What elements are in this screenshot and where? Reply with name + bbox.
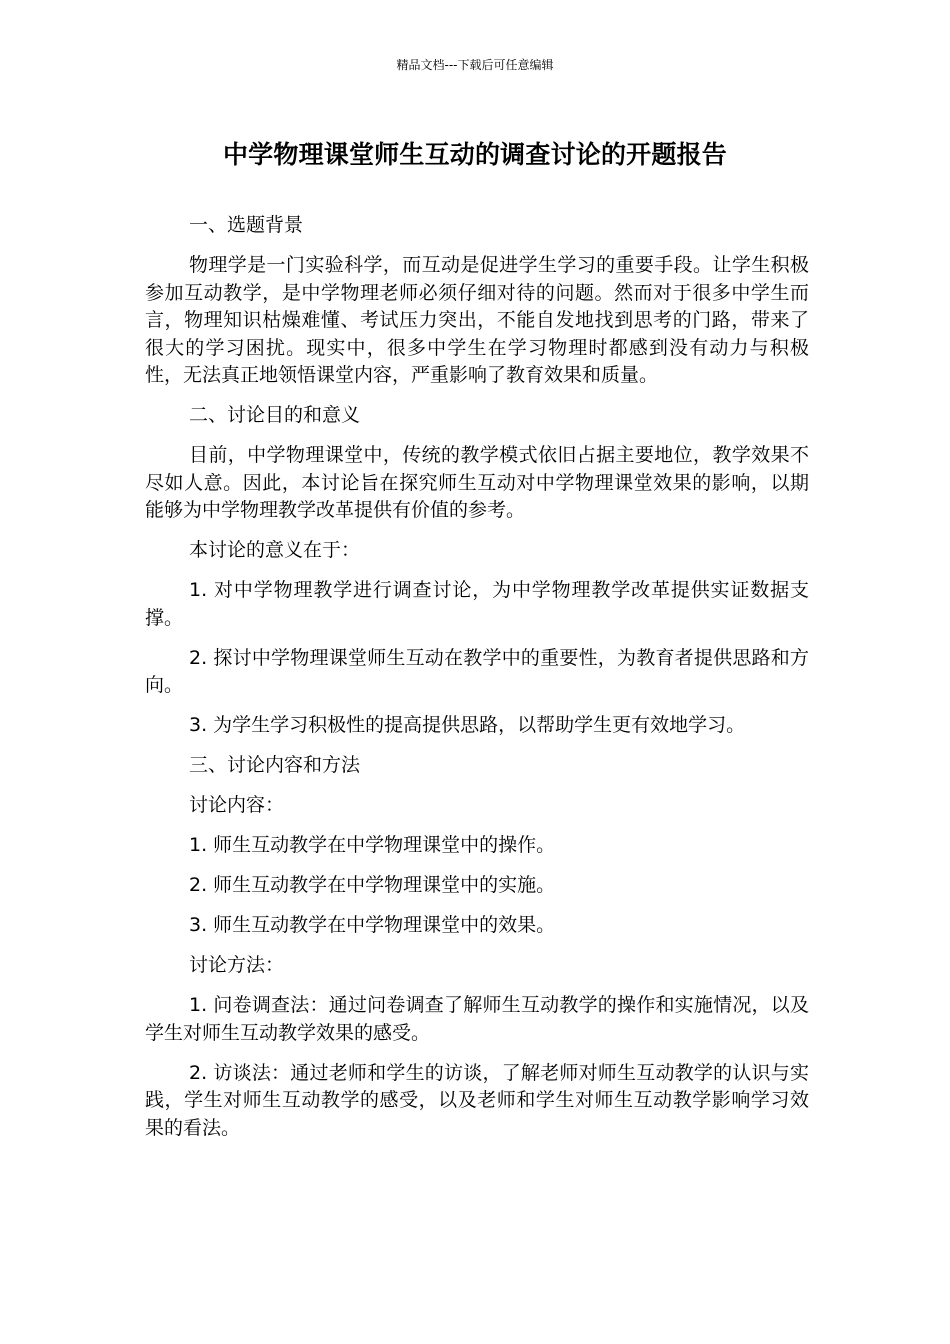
paragraph-background: 物理学是一门实验科学，而互动是促进学生学习的重要手段。让学生积极参加互动教学，是中学物理老师必须仔细对待的问题。然而对于很多中学生而言，物理知识枯燥难懂、考试压力突出，不能自发地找到思考的门路，带来了很大的学习困扰。现实中，很多中学生在学习物理时都感到没有动力与积极性，无法真正地领悟课堂内容，严重影响了教育效果和质量。 — [145, 254, 809, 386]
list-item-content-2: 2. 师生互动教学在中学物理课堂中的实施。 — [189, 874, 556, 896]
paragraph-significance-intro: 本讨论的意义在于： — [189, 539, 361, 561]
subheading-content: 讨论内容： — [189, 794, 285, 816]
list-item-method-1: 1. 问卷调查法：通过问卷调查了解师生互动教学的操作和实施情况，以及学生对师生互动教学效果的感受。 — [145, 994, 809, 1044]
document-body — [145, 212, 809, 1155]
list-item-method-2: 2. 访谈法：通过老师和学生的访谈，了解老师对师生互动教学的认识与实践，学生对师生互动教学的感受，以及老师和学生对师生互动教学影响学习效果的看法。 — [145, 1061, 809, 1139]
header-note: 精品文档---下载后可任意编辑 — [396, 58, 554, 72]
list-item-content-1: 1. 师生互动教学在中学物理课堂中的操作。 — [189, 834, 556, 856]
paragraph-purpose: 目前，中学物理课堂中，传统的教学模式依旧占据主要地位，教学效果不尽如人意。因此，本讨论旨在探究师生互动对中学物理课堂效果的影响，以期能够为中学物理教学改革提供有价值的参考。 — [145, 444, 809, 521]
document-title: 中学物理课堂师生互动的调查讨论的开题报告 — [222, 140, 727, 169]
section-heading-purpose: 二、讨论目的和意义 — [189, 404, 361, 426]
section-heading-content-method: 三、讨论内容和方法 — [189, 754, 361, 776]
subheading-method: 讨论方法： — [189, 954, 285, 976]
section-heading-background: 一、选题背景 — [189, 214, 304, 236]
list-item-significance-2: 2. 探讨中学物理课堂师生互动在教学中的重要性，为教育者提供思路和方向。 — [145, 646, 809, 696]
list-item-significance-3: 3. 为学生学习积极性的提高提供思路，以帮助学生更有效地学习。 — [189, 714, 746, 736]
list-item-content-3: 3. 师生互动教学在中学物理课堂中的效果。 — [189, 914, 556, 936]
list-item-significance-1: 1. 对中学物理教学进行调查讨论，为中学物理教学改革提供实证数据支撑。 — [145, 579, 809, 629]
